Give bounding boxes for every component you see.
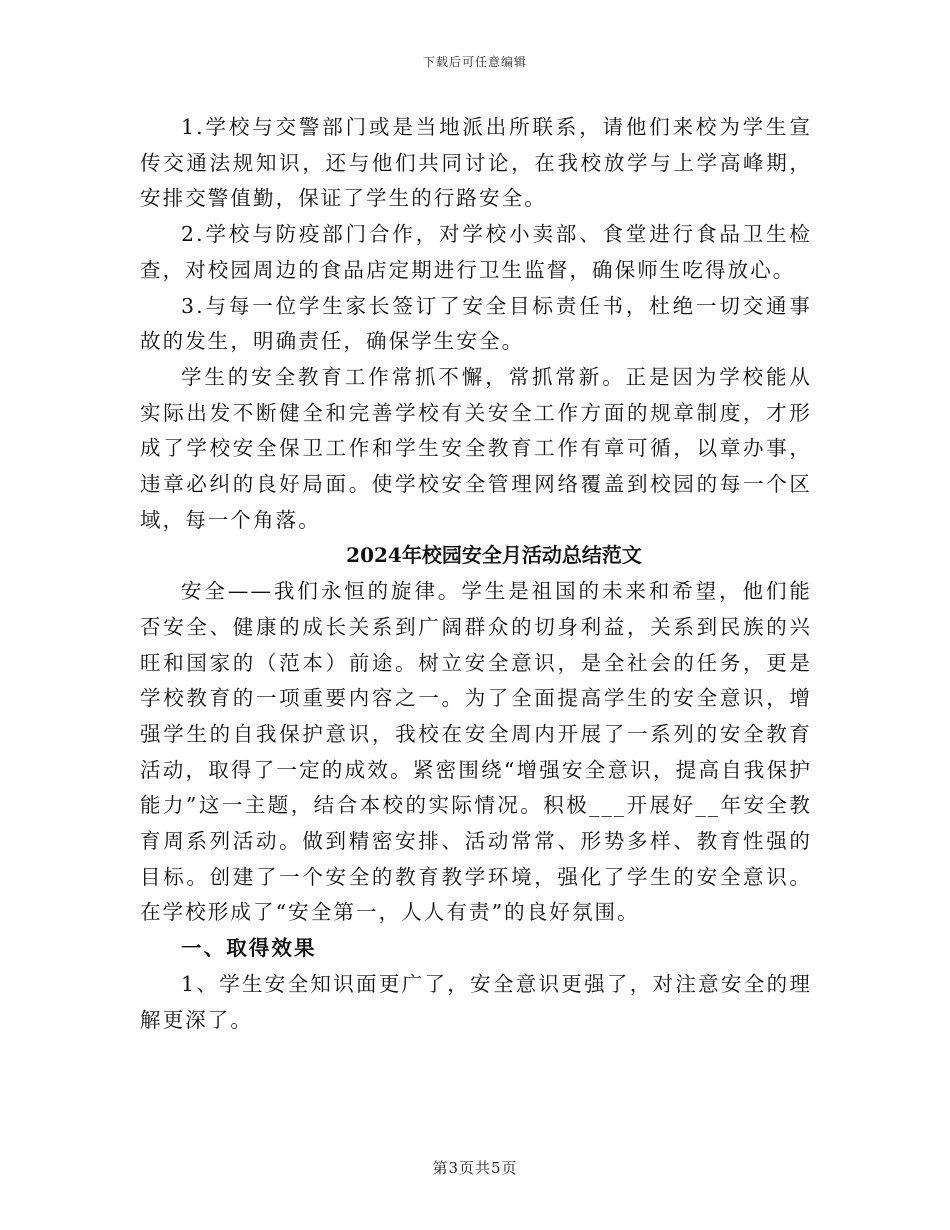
page-header-note: 下载后可任意编辑 xyxy=(422,55,527,69)
paragraph-result-1: 1、学生安全知识面更广了，安全意识更强了，对注意安全的理解更深了。 xyxy=(140,971,812,1032)
paragraph-intro: 安全——我们永恒的旋律。学生是祖国的未来和希望，他们能否安全、健康的成长关系到广阔群众的切身利益，关系到民族的兴旺和国家的（范本）前途。树立安全意识，是全社会的任务，更是学校教育的一项重要内容之一。为了全面提高学生的安全意识，增强学生的自我保护意识，我校在安全周内开展了一系列的安全教育活动，取得了一定的成效。紧密围绕“增强安全意识，提高自我保护能力”这一主题，结合本校的实际情况。积极___开展好__年安全教育周系列活动。做到精密安排、活动常常、形势多样、教育性强的目标。创建了一个安全的教育教学环境，强化了学生的安全意识。在学校形成了“安全第一，人人有责”的良好氛围。 xyxy=(140,579,812,925)
document-title: 2024年校园安全月活动总结范文 xyxy=(346,543,642,568)
paragraph-safety-education-summary: 学生的安全教育工作常抓不懈，常抓常新。正是因为学校能从实际出发不断健全和完善学校有关安全工作方面的规章制度，才形成了学校安全保卫工作和学生安全教育工作有章可循，以章办事，违章必纠的良好局面。使学校安全管理网络覆盖到校园的每一个区域，每一个角落。 xyxy=(140,364,812,532)
paragraph-traffic-police: 1.学校与交警部门或是当地派出所联系，请他们来校为学生宣传交通法规知识，还与他们共同讨论，在我校放学与上学高峰期，安排交警值勤，保证了学生的行路安全。 xyxy=(140,115,812,211)
paragraph-epidemic-prevention: 2.学校与防疫部门合作，对学校小卖部、食堂进行食品卫生检查，对校园周边的食品店定期进行卫生监督，确保师生吃得放心。 xyxy=(140,222,812,282)
paragraph-parent-agreement: 3.与每一位学生家长签订了安全目标责任书，杜绝一切交通事故的发生，明确责任，确保学生安全。 xyxy=(140,293,812,354)
section-heading-results: 一、取得效果 xyxy=(181,936,317,961)
page-number: 第3页共5页 xyxy=(432,1159,518,1177)
document-body xyxy=(140,110,812,1038)
